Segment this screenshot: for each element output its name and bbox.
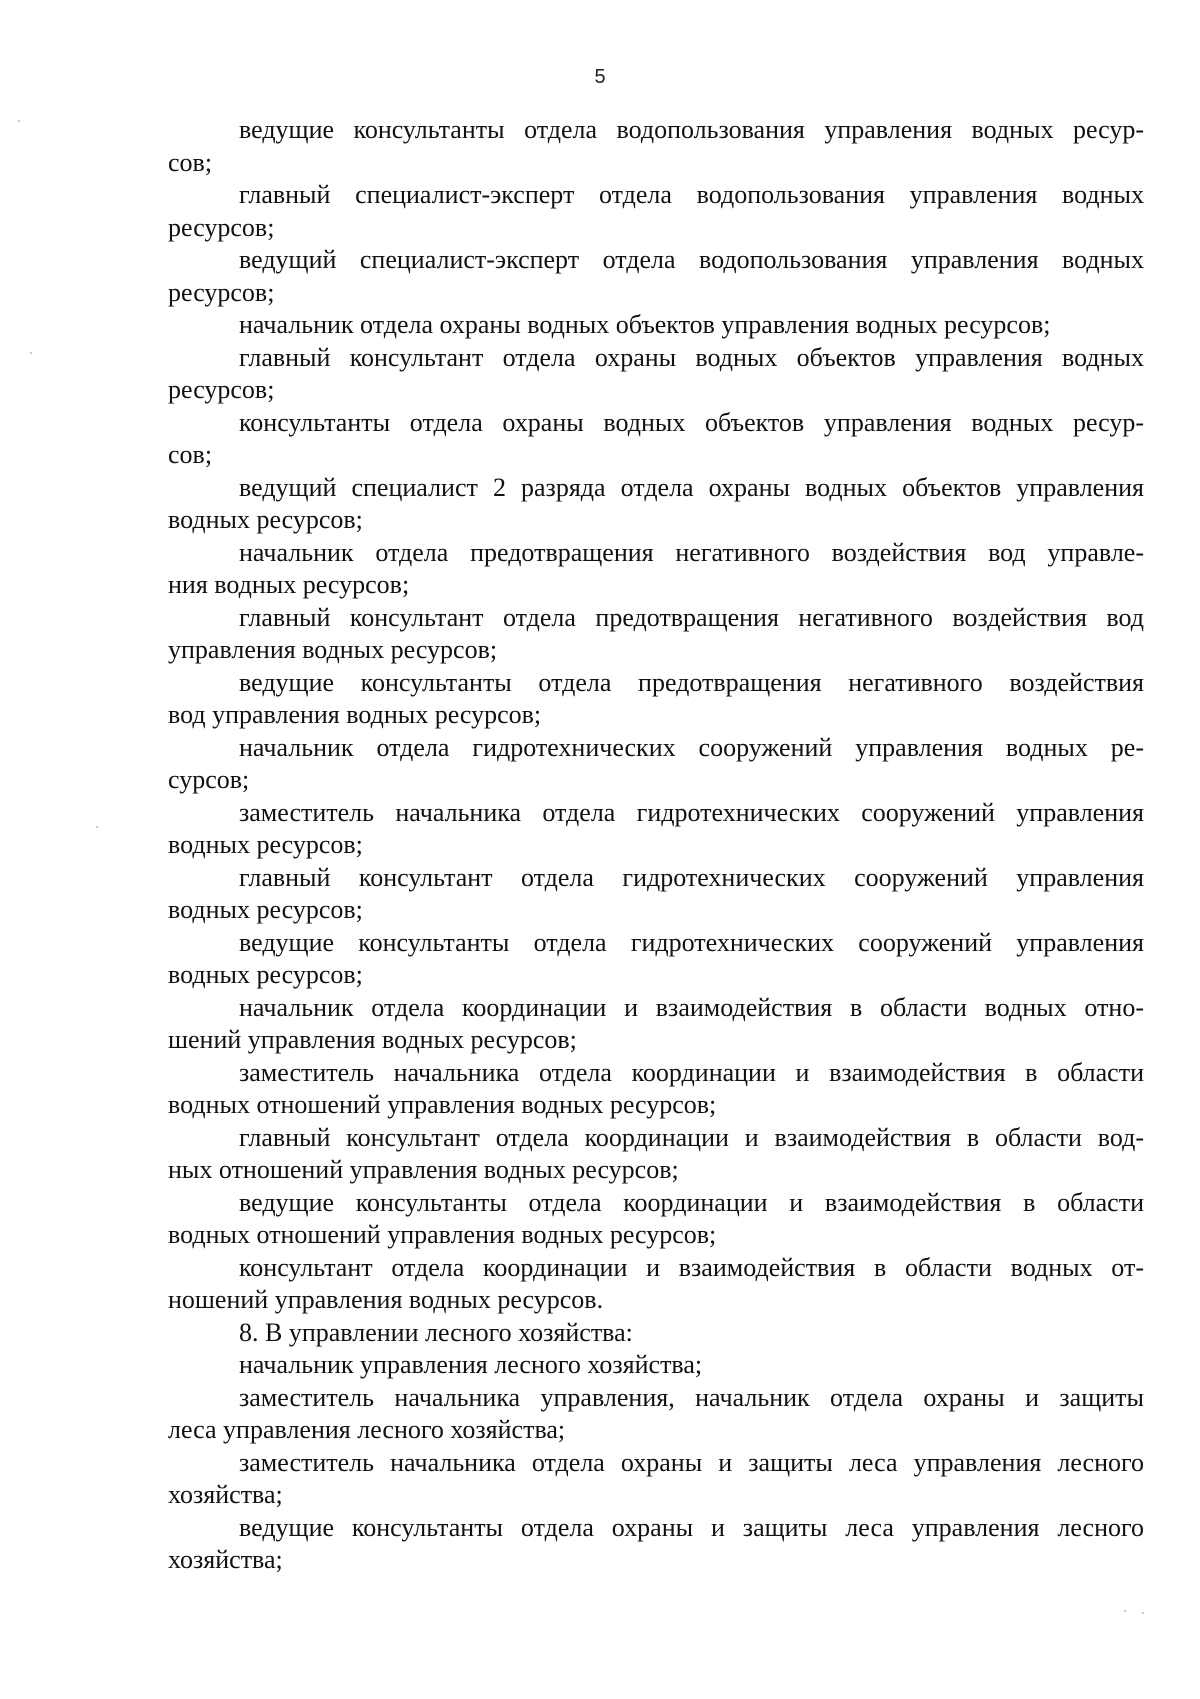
paragraph-line: сов;	[168, 440, 213, 469]
paragraph-line: главный консультант отдела координации и взаимодействия в области вод-	[239, 1122, 1144, 1152]
paragraph-line: начальник управления лесного хозяйства;	[239, 1350, 703, 1379]
paragraph-line: хозяйства;	[168, 1480, 283, 1509]
paragraph	[168, 1382, 1144, 1447]
paragraph-line: ведущие консультанты отдела предотвращения негативного воздействия	[239, 667, 1144, 697]
paragraph-line: ресурсов;	[168, 375, 275, 404]
paragraph	[168, 1252, 1144, 1317]
paragraph	[168, 1187, 1144, 1252]
document-body	[168, 114, 1144, 1577]
paragraph-line: водных ресурсов;	[168, 505, 363, 534]
paragraph-line: ведущий специалист-эксперт отдела водопользования управления водных	[239, 245, 1144, 274]
paragraph	[168, 732, 1144, 797]
paragraph-line: вод управления водных ресурсов;	[168, 700, 542, 729]
paragraph-line: главный консультант отдела гидротехнических сооружений управления	[239, 862, 1144, 892]
paragraph	[168, 667, 1144, 732]
paragraph-line: сурсов;	[168, 765, 250, 794]
paragraph	[168, 309, 1144, 342]
paragraph-line: ведущие консультанты отдела гидротехнических сооружений управления	[239, 927, 1144, 957]
paragraph-line: водных ресурсов;	[168, 830, 363, 859]
paragraph-line: консультанты отдела охраны водных объектов управления водных ресур-	[239, 407, 1144, 437]
paragraph-line: заместитель начальника отдела гидротехнических сооружений управления	[239, 797, 1144, 827]
paragraph	[168, 927, 1144, 992]
paragraph-line: ведущие консультанты отдела водопользования управления водных ресур-	[239, 115, 1144, 144]
paragraph	[168, 1057, 1144, 1122]
scan-speck	[1124, 1610, 1126, 1612]
paragraph	[168, 1349, 1144, 1382]
paragraph-line: 8. В управлении лесного хозяйства:	[239, 1317, 633, 1347]
paragraph-line: водных отношений управления водных ресурсов;	[168, 1090, 717, 1119]
paragraph	[168, 1122, 1144, 1187]
paragraph-line: главный специалист-эксперт отдела водопользования управления водных	[239, 180, 1144, 209]
paragraph-line: начальник отдела координации и взаимодействия в области водных отно-	[239, 992, 1144, 1022]
paragraph-line: сов;	[168, 147, 213, 177]
paragraph	[168, 602, 1144, 667]
paragraph-line: ния водных ресурсов;	[168, 570, 410, 599]
paragraph	[168, 1512, 1144, 1577]
paragraph-line: водных отношений управления водных ресурсов;	[168, 1220, 717, 1249]
paragraph	[168, 342, 1144, 407]
paragraph-line: консультант отдела координации и взаимодействия в области водных от-	[239, 1252, 1144, 1282]
paragraph-line: главный консультант отдела предотвращения негативного воздействия вод	[239, 602, 1144, 632]
paragraph-line: водных ресурсов;	[168, 895, 363, 924]
scan-speck	[1142, 1612, 1144, 1614]
paragraph-line: ведущие консультанты отдела охраны и защиты леса управления лесного	[239, 1512, 1144, 1542]
paragraph	[168, 407, 1144, 472]
paragraph-line: ведущий специалист 2 разряда отдела охраны водных объектов управления	[239, 472, 1144, 502]
paragraph	[168, 1317, 1144, 1350]
paragraph-line: ных отношений управления водных ресурсов;	[168, 1155, 679, 1184]
paragraph-line: начальник отдела предотвращения негативного воздействия вод управле-	[239, 537, 1144, 567]
paragraph-line: ведущие консультанты отдела координации и взаимодействия в области	[239, 1187, 1144, 1217]
scan-speck	[18, 120, 20, 122]
paragraph-line: шений управления водных ресурсов;	[168, 1025, 577, 1054]
paragraph-line: ношений управления водных ресурсов.	[168, 1285, 604, 1314]
paragraph-line: ресурсов;	[168, 212, 275, 242]
paragraph	[168, 992, 1144, 1057]
paragraph-line: леса управления лесного хозяйства;	[168, 1415, 566, 1444]
paragraph	[168, 797, 1144, 862]
paragraph-line: заместитель начальника отдела охраны и защиты леса управления лесного	[239, 1447, 1144, 1477]
paragraph-line: ресурсов;	[168, 277, 275, 307]
paragraph	[168, 114, 1144, 179]
paragraph	[168, 537, 1144, 602]
paragraph-line: заместитель начальника управления, начальник отдела охраны и защиты	[239, 1382, 1144, 1412]
paragraph	[168, 1447, 1144, 1512]
scan-speck	[96, 826, 98, 828]
paragraph-line: водных ресурсов;	[168, 960, 363, 989]
paragraph-line: заместитель начальника отдела координации и взаимодействия в области	[239, 1057, 1144, 1087]
paragraph	[168, 472, 1144, 537]
paragraph	[168, 862, 1144, 927]
scan-speck	[30, 352, 32, 354]
paragraph	[168, 179, 1144, 244]
page-number: 5	[594, 66, 606, 88]
paragraph-line: управления водных ресурсов;	[168, 635, 498, 664]
paragraph-line: главный консультант отдела охраны водных объектов управления водных	[239, 342, 1144, 372]
paragraph-line: начальник отдела охраны водных объектов управления водных ресурсов;	[239, 310, 1051, 339]
paragraph-line: начальник отдела гидротехнических сооружений управления водных ре-	[239, 732, 1144, 762]
paragraph-line: хозяйства;	[168, 1545, 283, 1574]
paragraph	[168, 244, 1144, 309]
